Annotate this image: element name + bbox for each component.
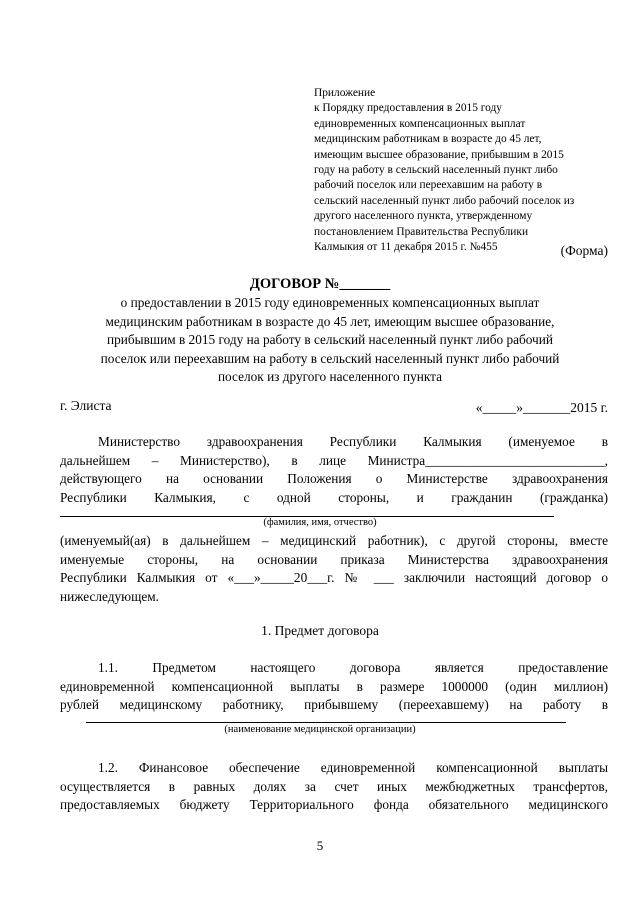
paragraph-line: нижеследующем.: [60, 588, 159, 604]
clause-1-1: [60, 659, 608, 715]
organization-fill-line: [86, 722, 566, 723]
paragraph-line: рублей медицинскому работнику, прибывшему (переехавшему) на работу в: [60, 697, 608, 712]
paragraph-line: дальнейшем – Министерство), в лице Министра___________________________,: [60, 452, 608, 468]
appendix-line: постановлением Правительства Республики: [314, 225, 529, 238]
organization-caption: (наименование медицинской организации): [224, 724, 416, 735]
paragraph-line: Республики Калмыкия от «___»_____20___г. № ___ заключили настоящий договор о: [60, 570, 608, 585]
section-heading: 1. Предмет договора: [261, 623, 379, 638]
parties-paragraph-continued: [60, 532, 608, 606]
fio-caption: (фамилия, имя, отчество): [263, 517, 377, 528]
page-number: 5: [316, 838, 324, 853]
clause-1-2: [60, 759, 608, 815]
appendix-line: году на работу в сельский населенный пункт либо: [314, 164, 558, 177]
paragraph-line: осуществляется в равных долях за счет иных межбюджетных трансфертов,: [60, 778, 608, 794]
city: г. Элиста: [60, 398, 112, 413]
contract-subtitle: [60, 294, 600, 387]
parties-paragraph: [60, 433, 608, 507]
paragraph-line: (именуемый(ая) в дальнейшем – медицинский работник), с другой стороны, вместе: [60, 533, 608, 548]
paragraph-line: 1.1. Предметом настоящего договора является предоставление: [98, 660, 608, 675]
appendix-line: имеющим высшее образование, прибывшим в 2015: [314, 148, 564, 161]
form-label: (Форма): [560, 243, 608, 258]
subtitle-line: прибывшим в 2015 году на работу в сельский населенный пункт либо рабочий: [107, 332, 553, 347]
subtitle-line: поселок из другого населенного пункта: [217, 369, 443, 384]
appendix-line: сельский населенный пункт либо рабочий поселок из: [314, 194, 575, 207]
appendix-line: к Порядку предоставления в 2015 году: [314, 102, 502, 115]
subtitle-line: поселок или переехавшим на работу в сельский населенный пункт либо рабочий: [100, 350, 560, 366]
paragraph-line: действующего на основании Положения о Министерстве здравоохранения: [60, 471, 608, 486]
subtitle-line: о предоставлении в 2015 году единовременных компенсационных выплат: [120, 295, 540, 310]
paragraph-line: единовременной компенсационной выплаты в размере 1000000 (один миллион): [60, 678, 608, 694]
paragraph-line: предоставляемых бюджету Территориального фонда обязательного медицинского: [60, 797, 608, 812]
appendix-line: Приложение: [314, 87, 376, 99]
subtitle-line: медицинским работникам в возрасте до 45 лет, имеющим высшее образование,: [105, 313, 555, 329]
paragraph-line: 1.2. Финансовое обеспечение единовременной компенсационной выплаты: [98, 760, 608, 775]
contract-date: «_____»_______2015 г.: [475, 400, 608, 415]
paragraph-line: именуемые стороны, на основании приказа Министерства здравоохранения: [60, 551, 608, 567]
paragraph-line: Министерство здравоохранения Республики Калмыкия (именуемое в: [98, 434, 608, 449]
paragraph-line: Республики Калмыкия, с одной стороны, и гражданин (гражданка): [60, 489, 608, 505]
appendix-line: рабочий поселок или переехавшим на работу в: [314, 179, 543, 192]
appendix-line: единовременных компенсационных выплат: [314, 117, 526, 130]
appendix-block: [314, 86, 574, 255]
contract-title: ДОГОВОР №_______: [249, 276, 391, 292]
appendix-line: медицинским работникам в возрасте до 45 лет,: [314, 133, 542, 146]
appendix-line: Калмыкия от 11 декабря 2015 г. №455: [314, 241, 498, 254]
appendix-line: другого населенного пункта, утвержденному: [314, 210, 533, 223]
